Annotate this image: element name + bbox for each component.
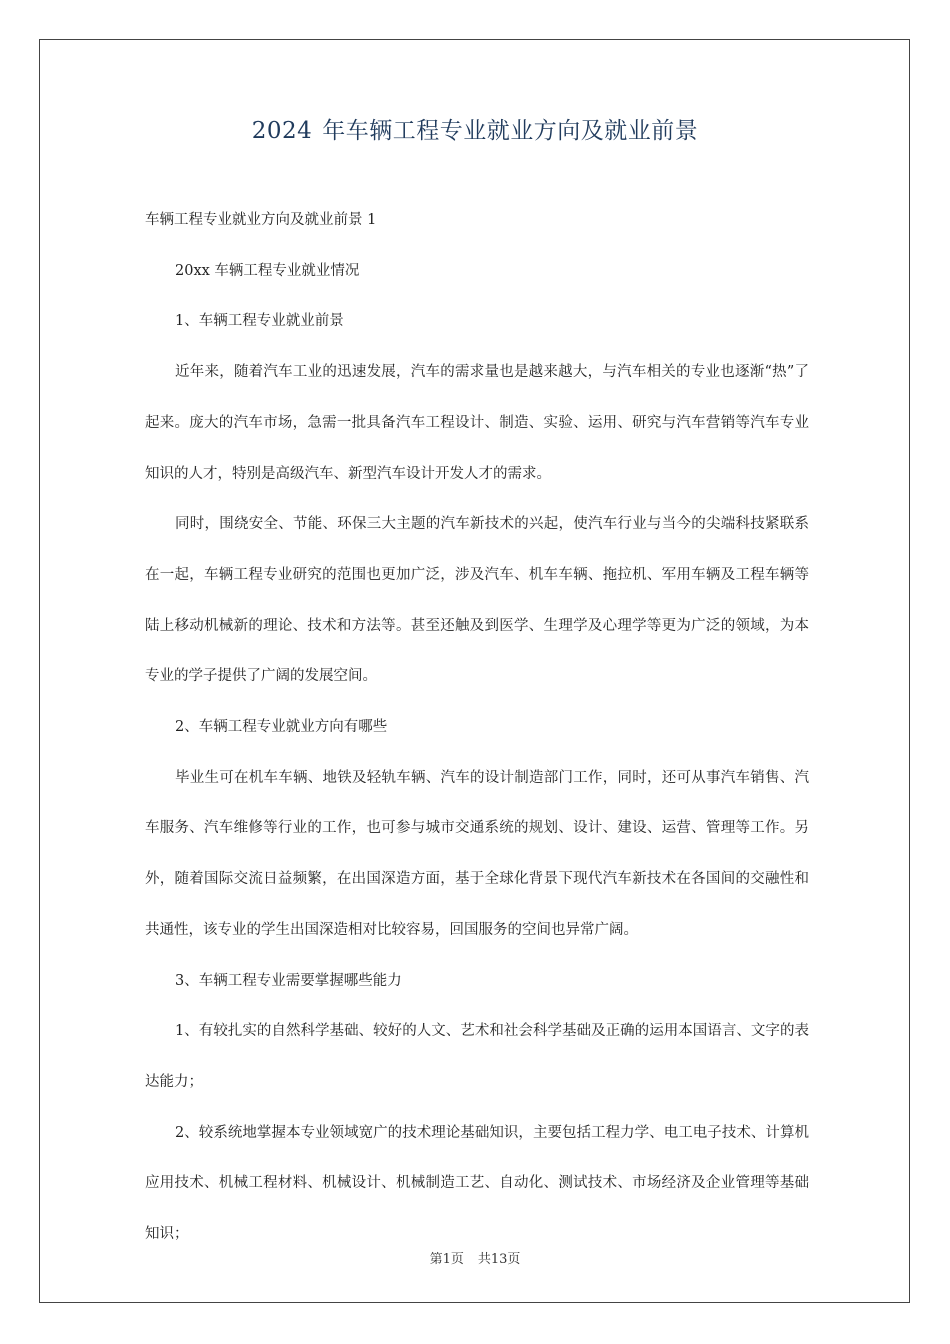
list-item: 1、有较扎实的自然科学基础、较好的人文、艺术和社会科学基础及正确的运用本国语言、文字的表达能力； bbox=[145, 1023, 809, 1090]
subheading: 3、车辆工程专业需要掌握哪些能力 bbox=[175, 972, 402, 989]
subheading: 1、车辆工程专业就业前景 bbox=[175, 313, 344, 330]
paragraph: 同时，围绕安全、节能、环保三大主题的汽车新技术的兴起，使汽车行业与当今的尖端科技紧联系在一起，车辆工程专业研究的范围也更加广泛，涉及汽车、机车车辆、拖拉机、军用车辆及工程车辆等陆上移动机械新的理论、技术和方法等。甚至还触及到医学、生理学及心理学等更为广泛的领域，为本专业的学子提供了广阔的发展空间。 bbox=[145, 516, 809, 685]
subheading: 20xx 车辆工程专业就业情况 bbox=[175, 262, 360, 279]
section-heading: 车辆工程专业就业方向及就业前景 1 bbox=[145, 212, 377, 228]
subheading: 2、车辆工程专业就业方向有哪些 bbox=[175, 719, 388, 736]
document-body bbox=[145, 195, 809, 1260]
document-title-year: 2024 bbox=[251, 118, 313, 144]
paragraph: 毕业生可在机车车辆、地铁及轻轨车辆、汽车的设计制造部门工作，同时，还可从事汽车销售、汽车服务、汽车维修等行业的工作，也可参与城市交通系统的规划、设计、建设、运营、管理等工作。另外，随着国际交流日益频繁，在出国深造方面，基于全球化背景下现代汽车新技术在各国间的交融性和共通性，该专业的学生出国深造相对比较容易，回国服务的空间也异常广阔。 bbox=[145, 769, 809, 938]
paragraph: 近年来，随着汽车工业的迅速发展，汽车的需求量也是越来越大，与汽车相关的专业也逐渐“热”了起来。庞大的汽车市场，急需一批具备汽车工程设计、制造、实验、运用、研究与汽车营销等汽车专业知识的人才，特别是高级汽车、新型汽车设计开发人才的需求。 bbox=[145, 364, 809, 482]
document-title-text: 年车辆工程专业就业方向及就业前景 bbox=[322, 118, 699, 144]
page-total: 共13页 bbox=[477, 1252, 521, 1267]
document-title bbox=[0, 112, 950, 145]
page-footer bbox=[0, 1248, 950, 1267]
list-item: 2、较系统地掌握本专业领域宽广的技术理论基础知识，主要包括工程力学、电工电子技术、计算机应用技术、机械工程材料、机械设计、机械制造工艺、自动化、测试技术、市场经济及企业管理等基础知识； bbox=[145, 1124, 809, 1243]
page-number: 第1页 bbox=[429, 1252, 464, 1267]
